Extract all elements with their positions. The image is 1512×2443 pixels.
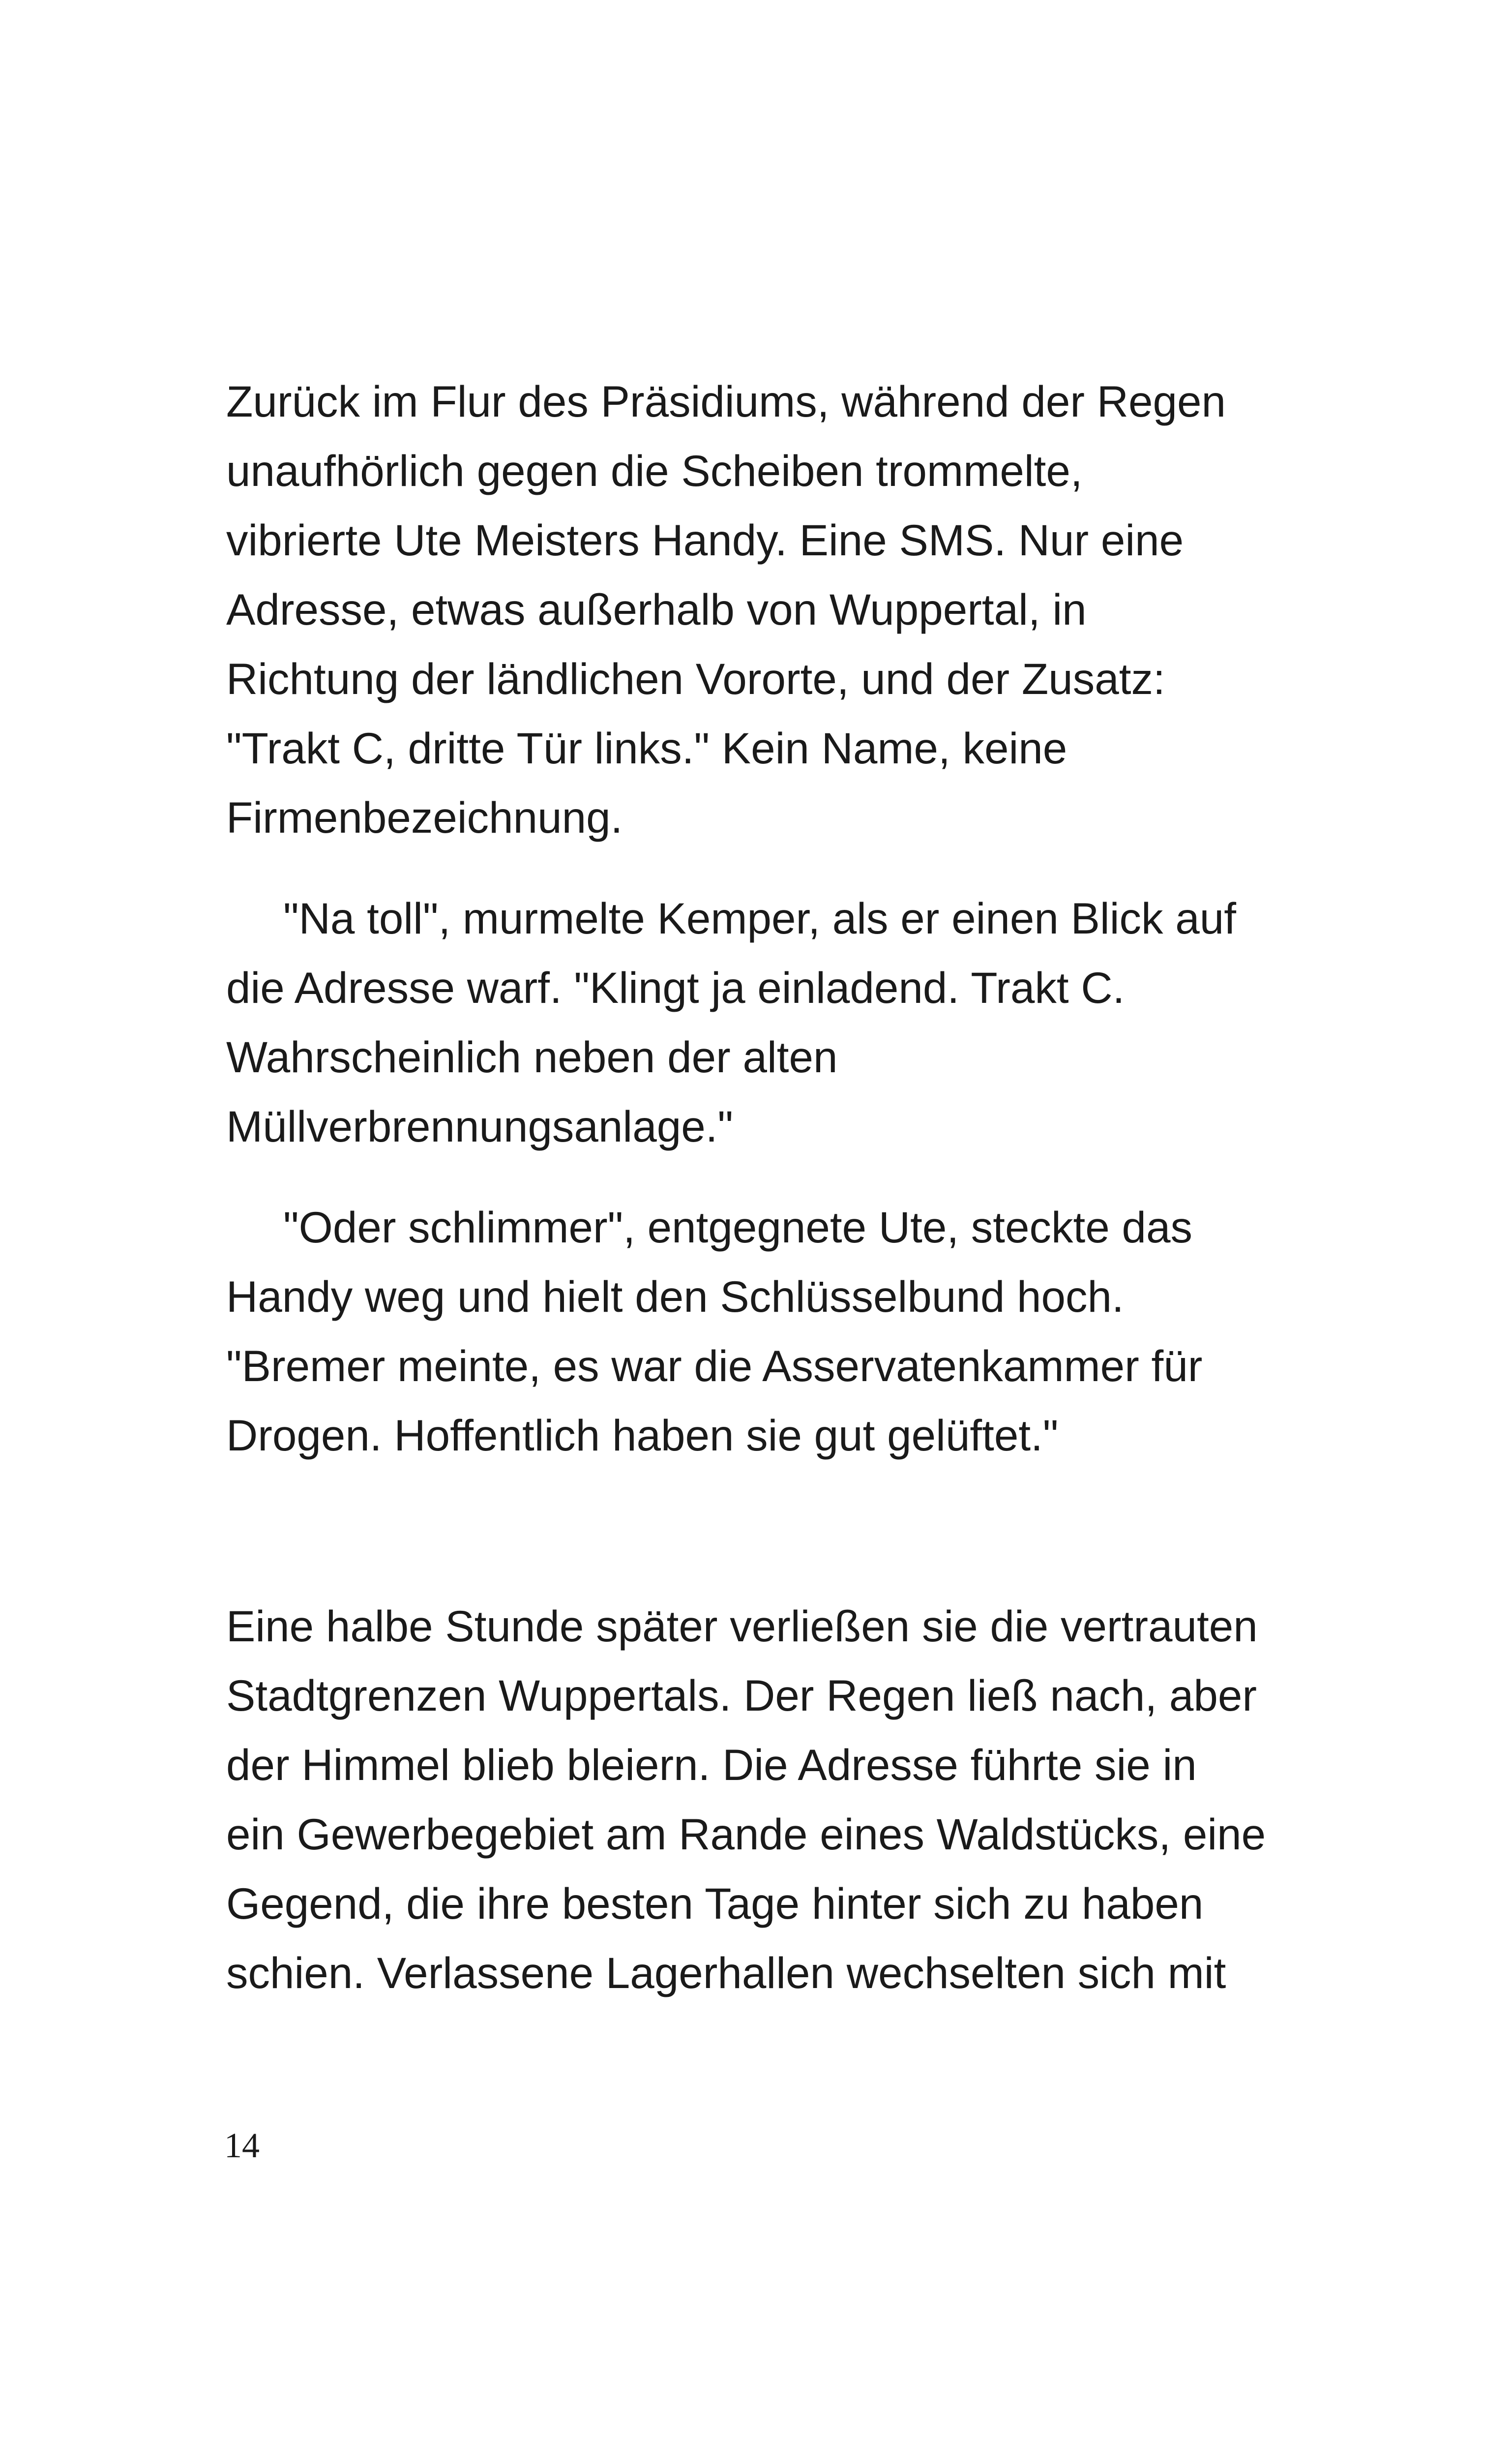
paragraph: Eine halbe Stunde später verließen sie die vertrauten Stadtgrenzen Wuppertals. Der Regen ließ nach, aber der Himmel blieb bleiern. Die Adresse führte sie in ein Gewerbegebiet am Rande eines Waldstücks, eine Gegend, die ihre besten Tage hinter sich zu haben schien. Verlassene Lagerhallen wechselten sich mit [226, 1601, 1266, 1997]
section-1 [226, 367, 1337, 1470]
section-2 [226, 1592, 1337, 2008]
paragraph-gap [226, 852, 1337, 884]
page-number: 14 [224, 2126, 260, 2165]
paragraph: "Oder schlimmer", entgegnete Ute, steckte das Handy weg und hielt den Schlüsselbund hoch. "Bremer meinte, es war die Asservatenkammer für Drogen. Hoffentlich haben sie gut gelüftet." [226, 1203, 1203, 1460]
paragraph: "Na toll", murmelte Kemper, als er einen Blick auf die Adresse warf. "Klingt ja einladend. Trakt C. Wahrscheinlich neben der alten Müllverbrennungsanlage." [226, 894, 1236, 1151]
paragraph-gap [226, 1161, 1337, 1193]
paragraph: Zurück im Flur des Präsidiums, während der Regen unaufhörlich gegen die Scheiben trommelte, vibrierte Ute Meisters Handy. Eine SMS. Nur eine Adresse, etwas außerhalb von Wuppertal, in Richtung der ländlichen Vororte, und der Zusatz: "Trakt C, dritte Tür links." Kein Name, keine Firmenbezeichnung. [226, 377, 1226, 842]
